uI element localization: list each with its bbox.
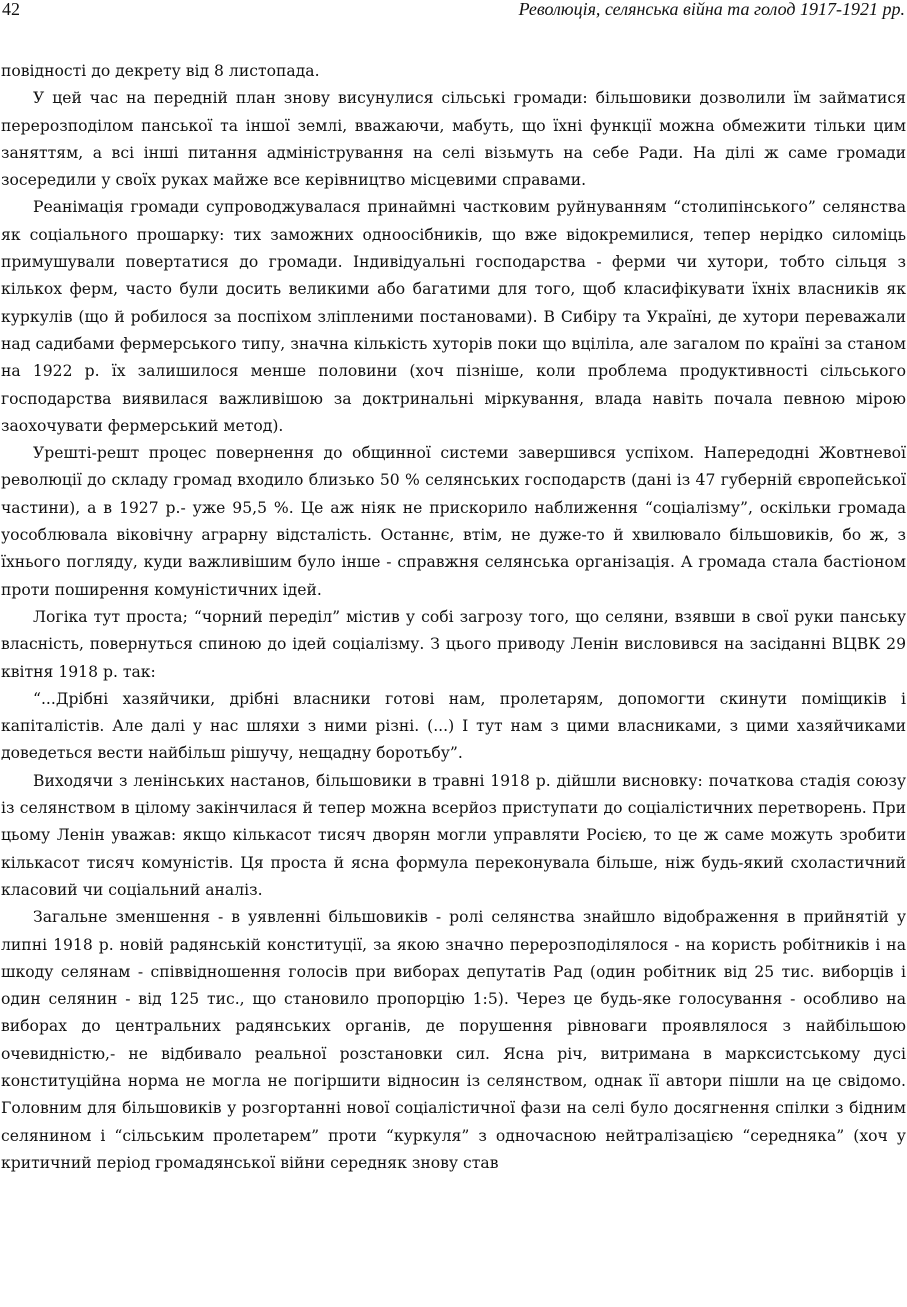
- quotation-paragraph: “...Дрібні хазяйчики, дрібні власники готові нам, пролетарям, допомогти скинути поміщиків і капіталістів. Але далі у нас шляхи з ними різні. (...) І тут нам з цими власниками, з цими хазяйчиками доведеться вести найбільш рішучу, нещадну боротьбу”.: [1, 689, 906, 763]
- paragraph: Реанімація громади супроводжувалася принаймні частковим руйнуванням “столипінського” селянства як соціального прошарку: тих заможних одноосібників, що вже відокремилися, тепер нерідко силоміць примушували повертатися до громади. Індивідуальні господарства - ферми чи хутори, тобто сільця з кількох ферм, часто були досить великими або багатими для того, щоб класифікувати їхніх власників як куркулів (що й робилося за поспіхом зліпленими постановами). В Сибіру та Україні, де хутори переважали над садибами фермерського типу, значна кількість хуторів поки що вціліла, але загалом по країні за станом на 1922 р. їх залишилося менше половини (хоч пізніше, коли проблема продуктивності сільського господарства виявилася важливішою за доктринальні міркування, влада навіть почала певною мірою заохочувати фермерський метод).: [1, 198, 906, 435]
- paragraph-continuation: повідності до декрету від 8 листопада.: [1, 62, 320, 80]
- paragraph: У цей час на передній план знову висунулися сільські громади: більшовики дозволили їм займатися перерозподілом панської та іншої землі, вважаючи, мабуть, що їхні функції можна обмежити тільки цим заняттям, а всі інші питання адміністрування на селі візьмуть на себе Ради. На ділі ж саме громади зосередили у своїх руках майже все керівництво місцевими справами.: [1, 89, 906, 190]
- paragraph: Логіка тут проста; “чорний переділ” містив у собі загрозу того, що селяни, взявши в свої руки панську власність, повернуться спиною до ідей соціалізму. З цього приводу Ленін висловився на засіданні ВЦВК 29 квітня 1918 р. так:: [1, 607, 906, 681]
- book-title: Революція, селянська війна та голод 1917-1921 рр.: [518, 0, 905, 19]
- running-header: [1, 0, 906, 26]
- paragraph: Урешті-решт процес повернення до общинної системи завершився успіхом. Напередодні Жовтневої революції до складу громад входило близько 50 % селянських господарств (дані із 47 губерній європейської частини), а в 1927 р.- уже 95,5 %. Це аж ніяк не прискорило наближення “соціалізму”, оскільки громада уособлювала віковічну аграрну відсталість. Останнє, втім, не дуже-то й хвилювало більшовиків, бо ж, з їхнього погляду, куди важливішим було інше - справжня селянська організація. А громада стала бастіоном проти поширення комуністичних ідей.: [1, 444, 906, 599]
- paragraph: Загальне зменшення - в уявленні більшовиків - ролі селянства знайшло відображення в прийнятій у липні 1918 р. новій радянській конституції, за якою значно перерозподілялося - на користь робітників і на шкоду селянам - співвідношення голосів при виборах депутатів Рад (один робітник від 25 тис. виборців і один селянин - від 125 тис., що становило пропорцію 1:5). Через це будь-яке голосування - особливо на виборах до центральних радянських органів, де порушення рівноваги проявлялося з найбільшою очевидністю,- не відбивало реальної розстановки сил. Ясна річ, витримана в марксистському дусі конституційна норма не могла не погіршити відносин із селянством, однак її автори пішли на це свідомо. Головним для більшовиків у розгортанні нової соціалістичної фази на селі було досягнення спілки з бідним селянином і “сільським пролетарем” проти “куркуля” з одночасною нейтралізацією “середняка” (хоч у критичний період громадянської війни середняк знову став: [1, 908, 906, 1172]
- body-text: [1, 58, 906, 1177]
- page-number: 42: [2, 0, 20, 19]
- paragraph: Виходячи з ленінських настанов, більшовики в травні 1918 р. дійшли висновку: початкова стадія союзу із селянством в цілому закінчилася й тепер можна всерйоз приступати до соціалістичних перетворень. При цьому Ленін уважав: якщо кількасот тисяч дворян могли управляти Росією, то це ж саме можуть зробити кількасот тисяч комуністів. Ця проста й ясна формула переконувала більше, ніж будь-який схоластичний класовий чи соціальний аналіз.: [1, 771, 906, 899]
